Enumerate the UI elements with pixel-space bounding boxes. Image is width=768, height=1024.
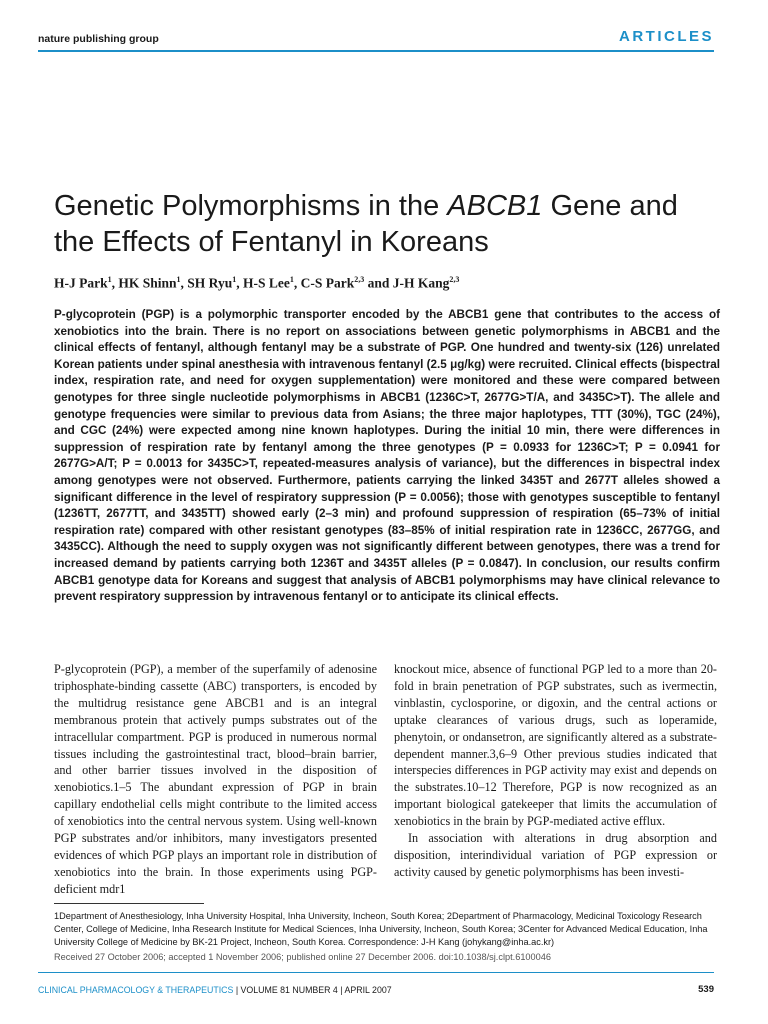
author-name: J-H Kang [392,275,450,291]
article-title [54,188,734,260]
author-affiliation: 1 [107,275,112,284]
author-affiliation: 1 [289,275,294,284]
author-affiliation: 1 [176,275,181,284]
journal-name: CLINICAL PHARMACOLOGY & THERAPEUTICS [38,985,234,995]
header-divider [38,50,714,52]
footnote-divider [54,903,204,904]
footer-divider [38,972,714,973]
body-paragraph: P-glycoprotein (PGP), a member of the superfamily of adenosine triphosphate-binding cassette (ABC) transporters, is encoded by the multidrug resistance gene ABCB1 and is an integral membranous protein that actively pumps substrates out of the intracellular compartment. PGP is produced in numerous normal tissues including the gastrointestinal tract, blood–brain barrier, and other barrier tissues involved in the disposition of xenobiotics.1–5 The abundant expression of PGP in brain capillary endothelial cells might contribute to the limited access of xenobiotics into the central nervous system. Using well-known PGP substrates and/or inhibitors, many investigators presented evidences of which PGP plays an important role in distribution of xenobiotics into the brain. In those experiments using PGP-deficient mdr1 [54,662,377,896]
journal-footer [38,985,392,995]
page-number: 539 [698,984,714,995]
abstract: P-glycoprotein (PGP) is a polymorphic transporter encoded by the ABCB1 gene that contributes to the access of xenobiotics into the brain. There is no report on associations between genetic polymorphisms in ABCB1 and the clinical effects of fentanyl, although fentanyl may be a substrate of PGP. One hundred and twenty-six (126) unrelated Korean patients under spinal anesthesia with intravenous fentanyl (2.5 μg/kg) were recruited. Clinical effects (bispectral index, respiration rate, and need for oxygen supplementation) were monitored and these were compared between genotypes for three single nucleotide polymorphisms in ABCB1 (1236C>T, 2677G>T/A, and 3435C>T). The allele and genotype frequencies were similar to previous data from Asians; the three major haplotypes, TTT (30%), TGC (24%), and CGC (24%) were expected among nine known haplotypes. During the initial 10 min, there were differences in suppression of respiration rate by fentanyl among the three genotypes (P = 0.0933 for 1236C>T; P = 0.0941 for 2677G>A/T; P = 0.0013 for 3435C>T, repeated-measures analysis of variance), but the differences in bispectral index among genotypes were not observed. Furthermore, patients carrying the linked 3435T and 2677T alleles showed a significant difference in the level of respiratory suppression (P = 0.0056); those with genotypes susceptible to fentanyl (1236TT, 2677TT, and 3435TT) showed early (2–3 min) and profound suppression of respiration (65–73% of initial respiration rate) compared with other resistant genotypes (83–85% of initial respiration rate in 1236CC, 2677GG, and 3435CC). Although the need to supply oxygen was not significantly different between genotypes, there was a trend for increased demand by patients carrying both 1236T and 3435T alleles (P = 0.0847). In conclusion, our results confirm ABCB1 genotype data for Koreans and suggest that analysis of ABCB1 polymorphisms may have clinical relevance to prevent respiratory suppression by intravenous fentanyl or to anticipate its clinical effects. [54,308,720,604]
author-name: H-S Lee [242,275,290,291]
author-name: C-S Park [300,275,355,291]
publisher-label: nature publishing group [38,33,159,45]
affiliations-footnote: 1Department of Anesthesiology, Inha University Hospital, Inha University, Incheon, South Korea; 2Department of Pharmacology, Medicinal Toxicology Research Center, College of Medicine, Inha Research Institute for Medical Sciences, Inha University, Incheon, South Korea; 3Center for Advanced Medical Education, Inha University College of Medicine by BK-21 Project, Incheon, South Korea. Correspondence: J-H Kang (johykang@inha.ac.kr) [54,911,708,947]
title-line1-post: Gene and [542,190,678,222]
author-affiliation: 1 [232,275,237,284]
author-list: H-J Park$^1$, HK Shinn$^1$, SH Ryu$^1$, H-S Lee$^1$, C-S Park$^{2,3}$ and J-H Kang$^{2,3}$ [54,275,460,291]
title-line2: the Effects of Fentanyl in Koreans [54,226,489,258]
journal-issue: | VOLUME 81 NUMBER 4 | APRIL 2007 [233,985,392,995]
received-dates: Received 27 October 2006; accepted 1 November 2006; published online 27 December 2006. doi:10.1038/sj.clpt.6100046 [54,952,551,962]
section-label: ARTICLES [619,28,714,45]
author-name: H-J Park [54,275,108,291]
author-affiliation: 2,3 [449,275,460,284]
author-affiliation: 2,3 [354,275,365,284]
author-name: HK Shinn [118,275,177,291]
body-column-left [54,661,377,898]
title-line1-pre: Genetic Polymorphisms in the [54,190,448,222]
author-conjunction: and [367,275,390,291]
body-column-right [394,661,717,881]
body-paragraph: knockout mice, absence of functional PGP led to a more than 20-fold in brain penetration of PGP substrates, such as ivermectin, vinblastin, cyclosporine, or digoxin, and the central actions or uptake clearances of various drugs, such as loperamide, phenytoin, or ondansetron, are significantly altered as a substrate-dependent manner.3,6–9 Other previous studies indicated that interspecies differences in PGP activity may exist and depends on the substrates.10–12 Therefore, PGP is now recognized as an important biological gatekeeper that limits the accumulation of xenobiotics in the brain by PGP-mediated active efflux. [394,662,717,829]
author-name: SH Ryu [187,275,233,291]
body-paragraph: In association with alterations in drug absorption and disposition, interindividual variation of PGP expression or activity caused by genetic polymorphisms has been investi- [394,831,717,879]
title-gene: ABCB1 [447,190,543,222]
